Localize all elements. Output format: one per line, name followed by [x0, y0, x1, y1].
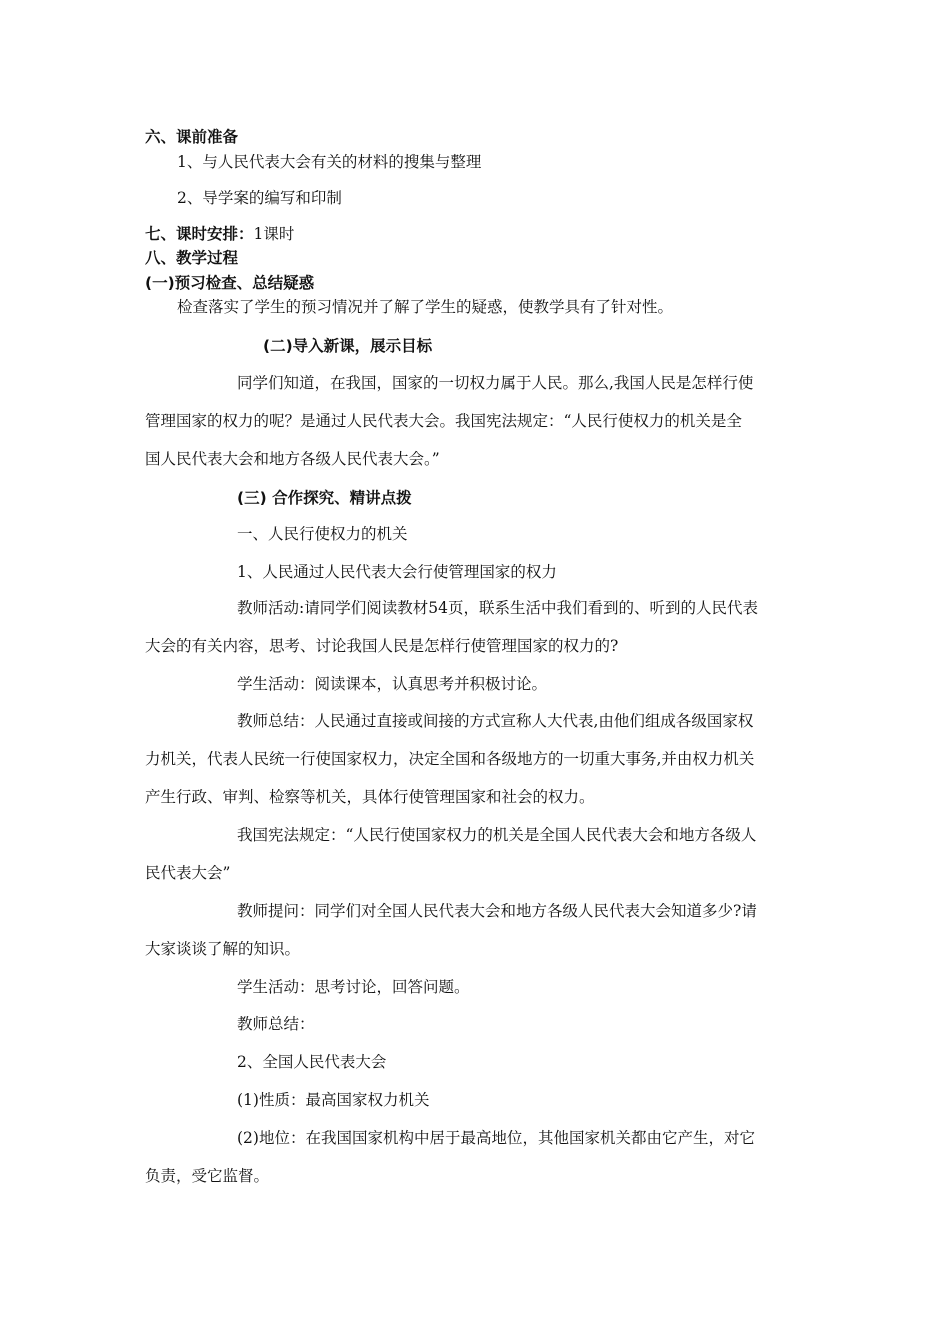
paragraph-line: 负责，受它监督。: [145, 1167, 270, 1185]
section-7-heading: 七、课时安排：: [145, 225, 254, 243]
part-3-heading: (三) 合作探究、精讲点拨: [237, 489, 412, 507]
part-1-heading: (一)预习检查、总结疑惑: [145, 274, 315, 292]
paragraph-line: 民代表大会”: [145, 864, 231, 882]
paragraph-line: 力机关，代表人民统一行使国家权力，决定全国和各级地方的一切重大事务,并由权力机关: [145, 750, 755, 768]
section-8-heading: 八、教学过程: [145, 249, 239, 267]
paragraph-line: 教师活动:请同学们阅读教材54页，联系生活中我们看到的、听到的人民代表: [237, 599, 758, 617]
paragraph-line: 教师总结：人民通过直接或间接的方式宣称人大代表,由他们组成各级国家权: [237, 712, 754, 730]
subheading: 一、人民行使权力的机关: [237, 525, 408, 543]
paragraph-line: 检查落实了学生的预习情况并了解了学生的疑惑，使教学具有了针对性。: [177, 298, 674, 316]
paragraph-line: 管理国家的权力的呢？是通过人民代表大会。我国宪法规定：“人民行使权力的机关是全: [145, 412, 742, 430]
paragraph-line: 教师提问：同学们对全国人民代表大会和地方各级人民代表大会知道多少?请: [237, 902, 757, 920]
part-2-heading: (二)导入新课，展示目标: [263, 337, 433, 355]
paragraph-line: 教师总结：: [237, 1015, 315, 1033]
paragraph-line: (1)性质：最高国家权力机关: [237, 1091, 430, 1109]
paragraph-line: 大会的有关内容，思考、讨论我国人民是怎样行使管理国家的权力的?: [145, 637, 619, 655]
paragraph-line: 我国宪法规定：“人民行使国家权力的机关是全国人民代表大会和地方各级人: [237, 826, 757, 844]
paragraph-line: 学生活动：思考讨论，回答问题。: [237, 978, 470, 996]
section-6-heading: 六、课前准备: [145, 128, 239, 146]
section-7-value: 1课时: [253, 225, 295, 243]
subheading: 1、人民通过人民代表大会行使管理国家的权力: [237, 563, 557, 581]
section-7-line: [145, 223, 294, 245]
paragraph-line: (2)地位：在我国国家机构中居于最高地位，其他国家机关都由它产生，对它: [237, 1129, 755, 1147]
paragraph-line: 国人民代表大会和地方各级人民代表大会。”: [145, 450, 440, 468]
list-item: 1、与人民代表大会有关的材料的搜集与整理: [177, 153, 482, 171]
paragraph-line: 产生行政、审判、检察等机关，具体行使管理国家和社会的权力。: [145, 788, 595, 806]
paragraph-line: 同学们知道，在我国，国家的一切权力属于人民。那么,我国人民是怎样行使: [237, 374, 754, 392]
paragraph-line: 大家谈谈了解的知识。: [145, 940, 301, 958]
subheading: 2、全国人民代表大会: [237, 1053, 387, 1071]
list-item: 2、导学案的编写和印制: [177, 189, 342, 207]
paragraph-line: 学生活动：阅读课本，认真思考并积极讨论。: [237, 675, 548, 693]
